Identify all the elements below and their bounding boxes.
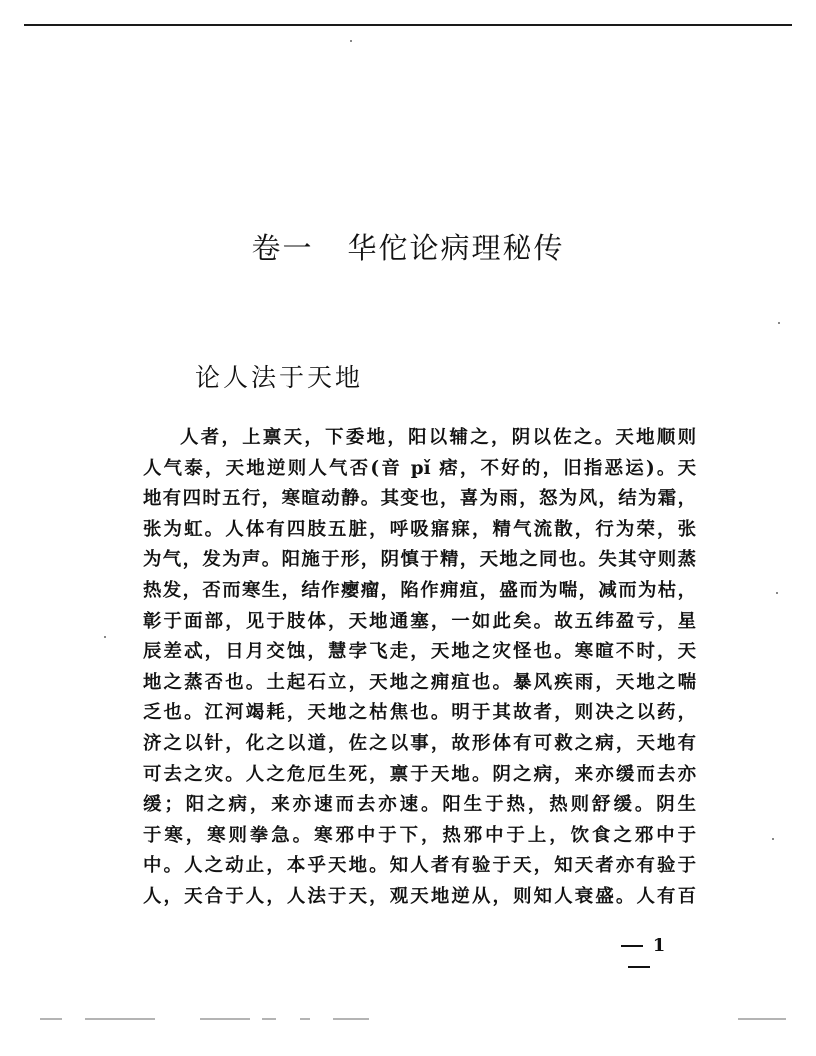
page-number-dash-right — [628, 966, 650, 968]
scan-speck — [778, 322, 780, 324]
text-line: 为气，发为声。阳施于形，阴慎于精，天地之同也。失其守则蒸 — [143, 549, 696, 571]
scan-artifact — [200, 1018, 250, 1020]
scan-artifact — [738, 1018, 786, 1020]
text-line: 缓；阳之病，来亦速而去亦速。阳生于热，热则舒缓。阴生 — [143, 794, 696, 816]
scan-artifact — [333, 1018, 369, 1020]
text-line: 张为虹。人体有四肢五脏，呼吸寤寐，精气流散，行为荣，张 — [143, 518, 696, 540]
text-line: 济之以针，化之以道，佐之以事，故形体有可救之病，天地有 — [143, 732, 696, 754]
scan-artifact — [262, 1018, 276, 1020]
page-number-dash-left — [621, 945, 643, 947]
scan-artifact — [40, 1018, 62, 1020]
page-number-value: 1 — [652, 935, 668, 956]
chapter-title — [0, 226, 816, 267]
scan-speck — [776, 592, 778, 594]
text-line: 乏也。江河竭耗，天地之枯焦也。明于其故者，则决之以药， — [143, 702, 696, 724]
text-line: 人气泰，天地逆则人气否(音 pǐ 痞，不好的，旧指恶运)。天 — [143, 457, 696, 479]
scan-artifact — [85, 1018, 155, 1020]
text-line: 人者，上禀天，下委地，阳以辅之，阴以佐之。天地顺则 — [180, 427, 696, 448]
scan-speck — [350, 40, 352, 42]
text-line: 人，天合于人，人法于天，观天地逆从，则知人衰盛。人有百 — [143, 885, 696, 907]
text-line: 于寒，寒则拳急。寒邪中于下，热邪中于上，饮食之邪中于 — [143, 824, 696, 846]
text-line: 彰于面部，见于肢体，天地通塞，一如此矣。故五纬盈亏，星 — [143, 610, 696, 632]
scan-speck — [772, 838, 774, 840]
text-line: 中。人之动止，本乎天地。知人者有验于天，知天者亦有验于 — [143, 855, 696, 877]
body-paragraph — [143, 423, 696, 913]
chapter-number: 卷一 — [251, 231, 314, 265]
text-line: 地之蒸否也。土起石立，天地之痈疽也。暴风疾雨，天地之喘 — [143, 671, 696, 693]
text-line: 可去之灾。人之危厄生死，禀于天地。阴之病，来亦缓而去亦 — [143, 763, 696, 785]
text-line: 辰差忒，日月交蚀，慧孛飞走，天地之灾怪也。寒暄不时，天 — [143, 641, 696, 663]
scan-speck — [104, 636, 106, 638]
chapter-name: 华佗论病理秘传 — [347, 231, 565, 265]
page-number — [594, 935, 684, 977]
scan-artifact — [300, 1018, 310, 1020]
section-title: 论人法于天地 — [195, 363, 364, 392]
header-rule — [24, 24, 792, 26]
text-line: 热发，否而寒生，结作瘿瘤，陷作痈疽，盛而为喘，减而为枯， — [143, 579, 696, 601]
text-line: 地有四时五行，寒暄动静。其变也，喜为雨，怒为风，结为霜， — [143, 488, 696, 510]
